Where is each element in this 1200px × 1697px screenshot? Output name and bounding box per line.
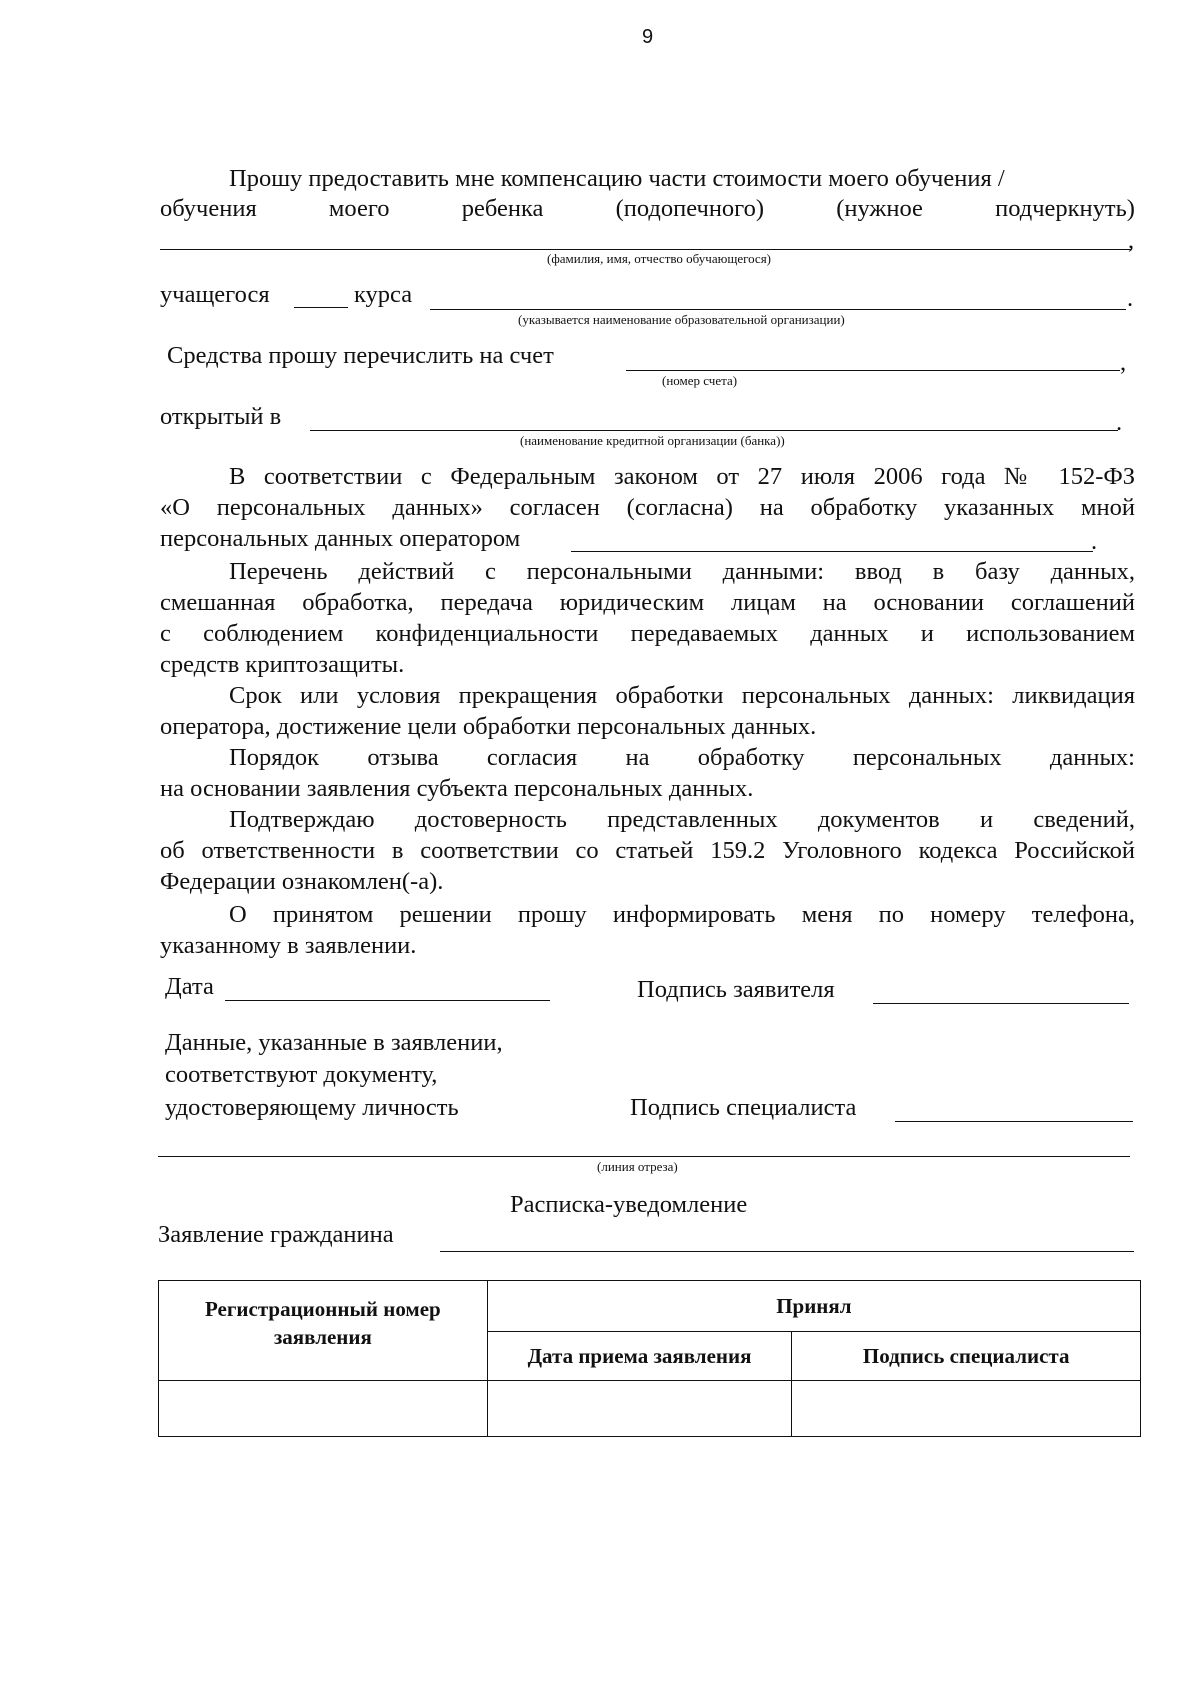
bank-label: открытый в — [160, 403, 282, 430]
account-fill-line[interactable] — [626, 370, 1120, 371]
date-fill-line[interactable] — [225, 1000, 550, 1001]
consent-line-1: В соответствии с Федеральным законом от 27 июля 2006 года № 152-ФЗ — [229, 463, 1135, 490]
citizen-fill-line[interactable] — [440, 1251, 1134, 1252]
compensation-line-1: Прошу предоставить мне компенсацию части стоимости моего обучения / — [229, 165, 1005, 192]
revocation-line-2: на основании заявления субъекта персональных данных. — [160, 775, 754, 802]
confirmation-line-1: Подтверждаю достоверность представленных документов и сведений, — [229, 806, 1135, 833]
confirmation-line-3: Федерации ознакомлен(-а). — [160, 868, 444, 895]
actions-line-1: Перечень действий с персональными данными: ввод в базу данных, — [229, 558, 1135, 585]
account-comma: , — [1120, 349, 1127, 376]
organization-period: . — [1127, 285, 1134, 312]
page-number: 9 — [642, 26, 654, 48]
account-label: Средства прошу перечислить на счет — [167, 342, 554, 369]
applicant-signature-line[interactable] — [873, 1003, 1129, 1004]
cell-acceptance-date[interactable] — [487, 1381, 792, 1437]
account-caption: (номер счета) — [662, 373, 738, 388]
cut-line-caption: (линия отреза) — [597, 1159, 678, 1174]
consent-line-2: «О персональных данных» согласен (согласна) на обработку указанных мной — [160, 494, 1135, 521]
cell-registration-number[interactable] — [159, 1381, 488, 1437]
revocation-line-1: Порядок отзыва согласия на обработку персональных данных: — [229, 744, 1135, 771]
receipt-table — [158, 1280, 1141, 1437]
receipt-title: Расписка-уведомление — [510, 1191, 748, 1218]
cut-line — [158, 1156, 1130, 1157]
identity-line-1: Данные, указанные в заявлении, — [165, 1029, 503, 1056]
course-number-fill-line[interactable] — [294, 307, 348, 308]
bank-fill-line[interactable] — [310, 430, 1118, 431]
receipt-statement-label: Заявление гражданина — [158, 1221, 394, 1248]
bank-period: . — [1116, 409, 1123, 436]
header-accepted: Принял — [487, 1281, 1140, 1332]
organization-caption: (указывается наименование образовательной организации) — [518, 312, 845, 327]
identity-line-2: соответствуют документу, — [165, 1061, 438, 1088]
fio-comma: , — [1128, 227, 1135, 254]
course-label: курса — [354, 281, 413, 308]
applicant-signature-label: Подпись заявителя — [637, 976, 835, 1003]
termination-line-1: Срок или условия прекращения обработки персональных данных: ликвидация — [229, 682, 1135, 709]
operator-period: . — [1091, 528, 1098, 555]
compensation-line-2: обучения моего ребенка (подопечного) (нужное подчеркнуть) — [160, 195, 1135, 222]
specialist-signature-line[interactable] — [895, 1121, 1133, 1122]
organization-fill-line[interactable] — [430, 309, 1126, 310]
fio-fill-line[interactable] — [160, 249, 1131, 250]
actions-line-2: смешанная обработка, передача юридическим лицам на основании соглашений — [160, 589, 1135, 616]
inform-line-1: О принятом решении прошу информировать меня по номеру телефона, — [229, 901, 1135, 928]
date-label: Дата — [165, 973, 214, 1000]
header-acceptance-date: Дата приема заявления — [487, 1332, 792, 1381]
termination-line-2: оператора, достижение цели обработки персональных данных. — [160, 713, 817, 740]
identity-line-3: удостоверяющему личность — [165, 1094, 459, 1121]
header-specialist-signature: Подпись специалиста — [792, 1332, 1141, 1381]
confirmation-line-2: об ответственности в соответствии со статьей 159.2 Уголовного кодекса Российской — [160, 837, 1135, 864]
consent-line-3: персональных данных оператором — [160, 525, 521, 552]
actions-line-3: с соблюдением конфиденциальности передаваемых данных и использованием — [160, 620, 1135, 647]
actions-line-4: средств криптозащиты. — [160, 651, 405, 678]
bank-caption: (наименование кредитной организации (банка)) — [520, 433, 785, 448]
inform-line-2: указанному в заявлении. — [160, 932, 417, 959]
header-registration-number: Регистрационный номер заявления — [159, 1281, 488, 1381]
fio-caption: (фамилия, имя, отчество обучающегося) — [547, 251, 772, 266]
student-label: учащегося — [160, 281, 270, 308]
specialist-signature-label: Подпись специалиста — [630, 1094, 857, 1121]
cell-specialist-signature[interactable] — [792, 1381, 1141, 1437]
operator-fill-line[interactable] — [571, 551, 1093, 552]
